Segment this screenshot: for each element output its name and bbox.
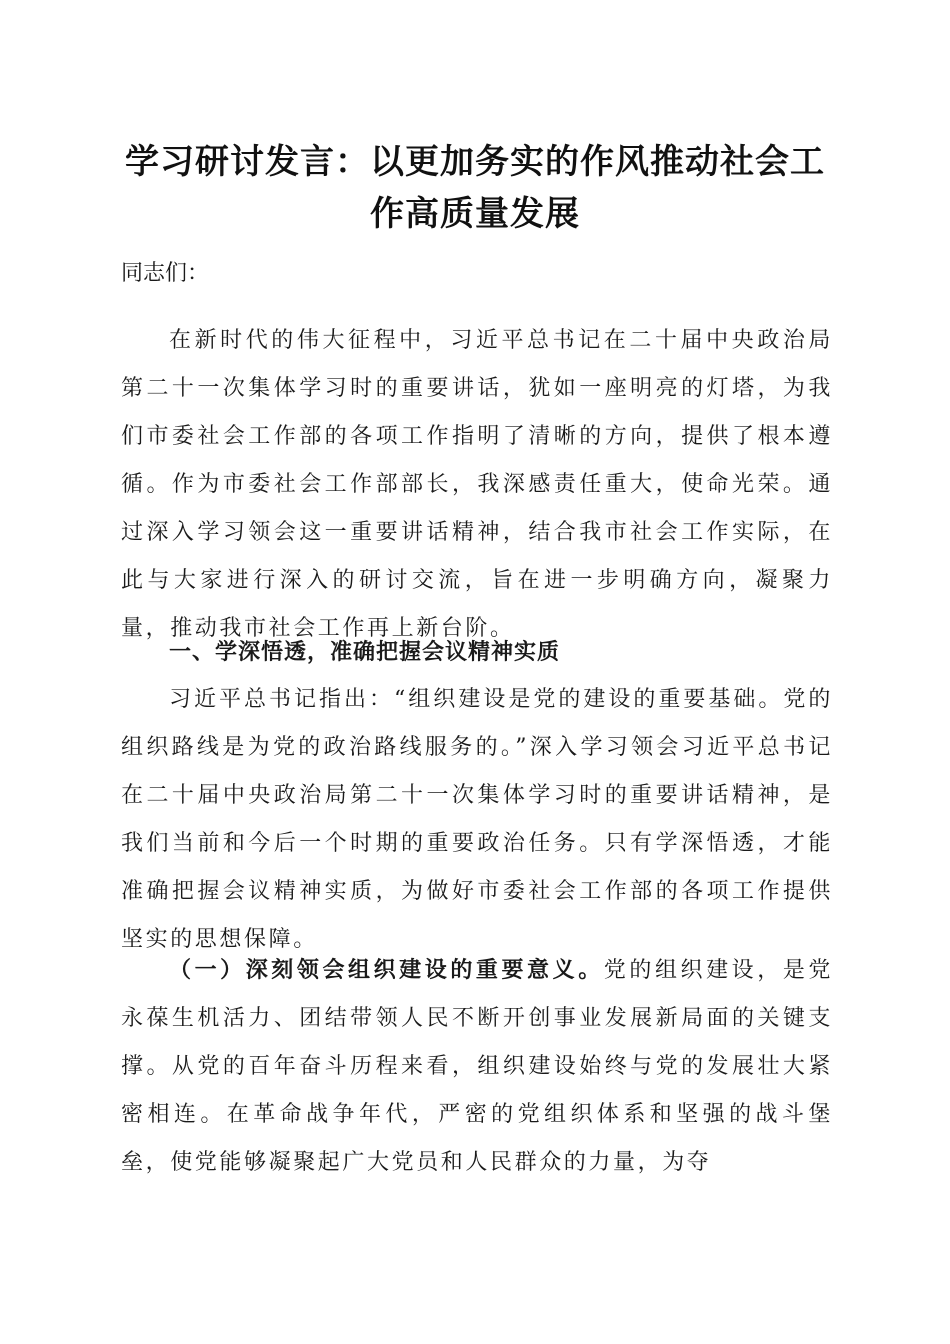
salutation: 同志们： <box>121 261 210 286</box>
paragraph-intro <box>121 317 833 653</box>
paragraph-subsection-1-text: 党的组织建设，是党永葆生机活力、团结带领人民不断开创事业发展新局面的关键支撑。从党的百年奋斗历程来看，组织建设始终与党的发展壮大紧密相连。在革命战争年代，严密的党组织体系和坚强的战斗堡垒，使党能够凝聚起广大党员和人民群众的力量，为夺 <box>121 958 834 1175</box>
paragraph-section-1-text: 习近平总书记指出：“组织建设是党的建设的重要基础。党的组织路线是为党的政治路线服务的。”深入学习领会习近平总书记在二十届中央政治局第二十一次集体学习时的重要讲话精神，是我们当前和今后一个时期的重要政治任务。只有学深悟透，才能准确把握会议精神实质，为做好市委社会工作部的各项工作提供坚实的思想保障。 <box>121 687 833 952</box>
section-heading-1: 一、学深悟透，准确把握会议精神实质 <box>169 640 561 665</box>
subsection-heading-1: （一）深刻领会组织建设的重要意义。 <box>169 957 604 983</box>
paragraph-section-1 <box>121 676 833 964</box>
document-title-line-2: 作高质量发展 <box>370 194 580 234</box>
paragraph-intro-text: 在新时代的伟大征程中，习近平总书记在二十届中央政治局第二十一次集体学习时的重要讲话，犹如一座明亮的灯塔，为我们市委社会工作部的各项工作指明了清晰的方向，提供了根本遵循。作为市委社会工作部部长，我深感责任重大，使命光荣。通过深入学习领会这一重要讲话精神，结合我市社会工作实际，在此与大家进行深入的研讨交流，旨在进一步明确方向，凝聚力量，推动我市社会工作再上新台阶。 <box>121 328 833 641</box>
paragraph-subsection-1 <box>121 946 833 1187</box>
document-title-line-1: 学习研讨发言：以更加务实的作风推动社会工 <box>125 142 825 182</box>
paragraph-subsection-1-block <box>121 946 833 1187</box>
